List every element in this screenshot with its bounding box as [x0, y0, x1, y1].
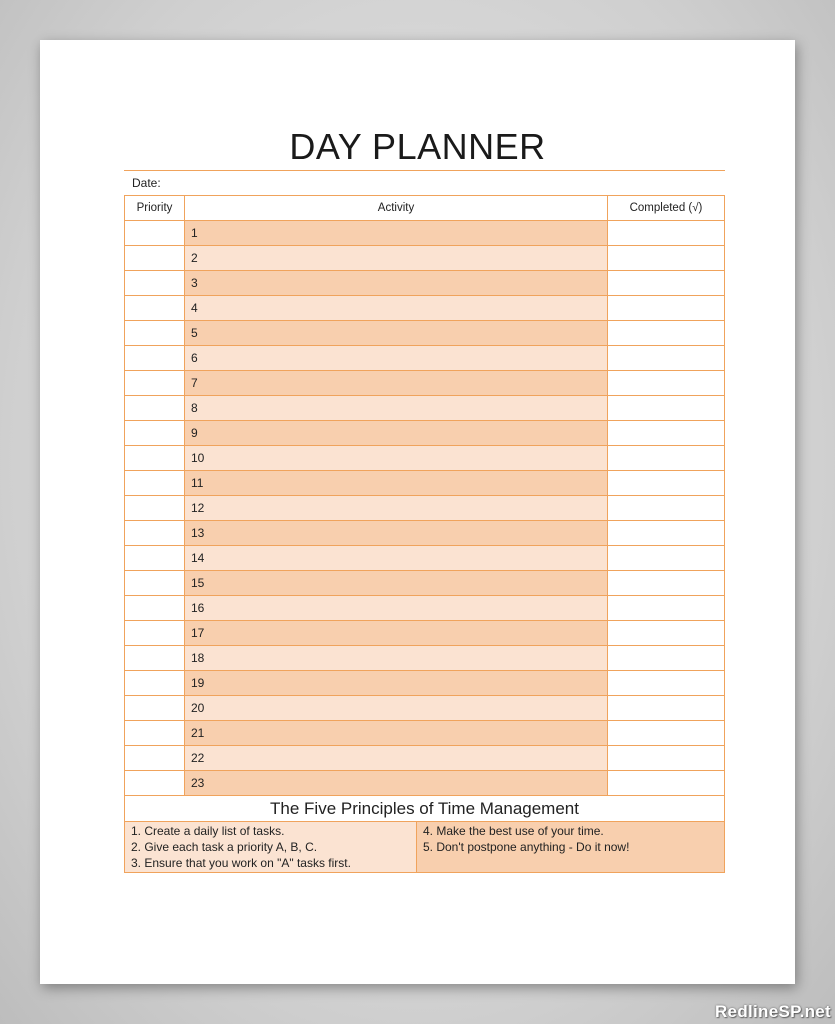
- activity-cell[interactable]: 12: [185, 496, 608, 521]
- completed-cell[interactable]: [608, 546, 725, 571]
- completed-cell[interactable]: [608, 421, 725, 446]
- activity-cell[interactable]: 13: [185, 521, 608, 546]
- principle-item: 4. Make the best use of your time.: [423, 824, 604, 838]
- watermark: RedlineSP.net: [714, 1002, 831, 1021]
- priority-cell[interactable]: [124, 596, 185, 621]
- date-label: Date:: [132, 176, 161, 190]
- priority-cell[interactable]: [124, 771, 185, 796]
- principle-item: 2. Give each task a priority A, B, C.: [131, 840, 318, 854]
- table-row: [124, 471, 725, 496]
- completed-cell[interactable]: [608, 296, 725, 321]
- priority-cell[interactable]: [124, 246, 185, 271]
- completed-cell[interactable]: [608, 446, 725, 471]
- priority-cell[interactable]: [124, 496, 185, 521]
- completed-cell[interactable]: [608, 671, 725, 696]
- table-row: [124, 721, 725, 746]
- completed-cell[interactable]: [608, 471, 725, 496]
- principles-title: The Five Principles of Time Management: [124, 796, 725, 822]
- priority-cell[interactable]: [124, 321, 185, 346]
- activity-cell[interactable]: 14: [185, 546, 608, 571]
- table-row: [124, 396, 725, 421]
- completed-cell[interactable]: [608, 396, 725, 421]
- priority-cell[interactable]: [124, 721, 185, 746]
- activity-cell[interactable]: 6: [185, 346, 608, 371]
- title-divider: [124, 170, 725, 171]
- planner-page: [40, 40, 795, 984]
- priority-cell[interactable]: [124, 471, 185, 496]
- priority-cell[interactable]: [124, 221, 185, 246]
- completed-cell[interactable]: [608, 646, 725, 671]
- priority-header: Priority: [124, 196, 185, 221]
- table-row: [124, 521, 725, 546]
- activity-cell[interactable]: 8: [185, 396, 608, 421]
- activity-cell[interactable]: 18: [185, 646, 608, 671]
- activity-cell[interactable]: 5: [185, 321, 608, 346]
- completed-cell[interactable]: [608, 746, 725, 771]
- principles-left-column: [125, 822, 417, 872]
- table-row: [124, 246, 725, 271]
- completed-cell[interactable]: [608, 621, 725, 646]
- activity-cell[interactable]: 21: [185, 721, 608, 746]
- completed-cell[interactable]: [608, 721, 725, 746]
- priority-cell[interactable]: [124, 446, 185, 471]
- completed-cell[interactable]: [608, 571, 725, 596]
- activity-cell[interactable]: 22: [185, 746, 608, 771]
- completed-cell[interactable]: [608, 521, 725, 546]
- activity-cell[interactable]: 7: [185, 371, 608, 396]
- activity-header: Activity: [185, 196, 608, 221]
- table-row: [124, 421, 725, 446]
- priority-cell[interactable]: [124, 296, 185, 321]
- activity-cell[interactable]: 2: [185, 246, 608, 271]
- activity-cell[interactable]: 15: [185, 571, 608, 596]
- table-row: [124, 646, 725, 671]
- principles-box: [124, 822, 725, 873]
- table-body: [124, 221, 725, 796]
- table-row: [124, 496, 725, 521]
- table-row: [124, 271, 725, 296]
- completed-cell[interactable]: [608, 221, 725, 246]
- principle-item: 1. Create a daily list of tasks.: [131, 824, 285, 838]
- completed-cell[interactable]: [608, 496, 725, 521]
- priority-cell[interactable]: [124, 421, 185, 446]
- priority-cell[interactable]: [124, 546, 185, 571]
- table-row: [124, 596, 725, 621]
- table-row: [124, 346, 725, 371]
- activity-cell[interactable]: 9: [185, 421, 608, 446]
- priority-cell[interactable]: [124, 696, 185, 721]
- table-row: [124, 671, 725, 696]
- principle-item: 5. Don't postpone anything - Do it now!: [423, 840, 630, 854]
- table-row: [124, 696, 725, 721]
- completed-cell[interactable]: [608, 596, 725, 621]
- activity-cell[interactable]: 19: [185, 671, 608, 696]
- table-row: [124, 296, 725, 321]
- activity-cell[interactable]: 23: [185, 771, 608, 796]
- table-row: [124, 571, 725, 596]
- priority-cell[interactable]: [124, 346, 185, 371]
- priority-cell[interactable]: [124, 746, 185, 771]
- completed-cell[interactable]: [608, 771, 725, 796]
- principles-right-column: [417, 822, 724, 872]
- priority-cell[interactable]: [124, 371, 185, 396]
- activity-cell[interactable]: 10: [185, 446, 608, 471]
- priority-cell[interactable]: [124, 671, 185, 696]
- table-row: [124, 446, 725, 471]
- priority-cell[interactable]: [124, 271, 185, 296]
- principle-item: 3. Ensure that you work on "A" tasks first.: [131, 856, 351, 870]
- table-header-row: [124, 196, 725, 221]
- completed-cell[interactable]: [608, 696, 725, 721]
- activity-cell[interactable]: 11: [185, 471, 608, 496]
- completed-cell[interactable]: [608, 371, 725, 396]
- table-row: [124, 746, 725, 771]
- activity-cell[interactable]: 20: [185, 696, 608, 721]
- priority-cell[interactable]: [124, 646, 185, 671]
- activity-table: [124, 195, 725, 873]
- completed-cell[interactable]: [608, 346, 725, 371]
- completed-cell[interactable]: [608, 246, 725, 271]
- priority-cell[interactable]: [124, 621, 185, 646]
- completed-cell[interactable]: [608, 271, 725, 296]
- table-row: [124, 771, 725, 796]
- priority-cell[interactable]: [124, 396, 185, 421]
- table-row: [124, 221, 725, 246]
- completed-cell[interactable]: [608, 321, 725, 346]
- table-row: [124, 321, 725, 346]
- table-row: [124, 546, 725, 571]
- activity-cell[interactable]: 17: [185, 621, 608, 646]
- page-title: DAY PLANNER: [289, 126, 546, 167]
- priority-cell[interactable]: [124, 571, 185, 596]
- table-row: [124, 621, 725, 646]
- activity-cell[interactable]: 4: [185, 296, 608, 321]
- activity-cell[interactable]: 1: [185, 221, 608, 246]
- table-row: [124, 371, 725, 396]
- activity-cell[interactable]: 3: [185, 271, 608, 296]
- priority-cell[interactable]: [124, 521, 185, 546]
- completed-header: Completed (√): [608, 196, 725, 221]
- activity-cell[interactable]: 16: [185, 596, 608, 621]
